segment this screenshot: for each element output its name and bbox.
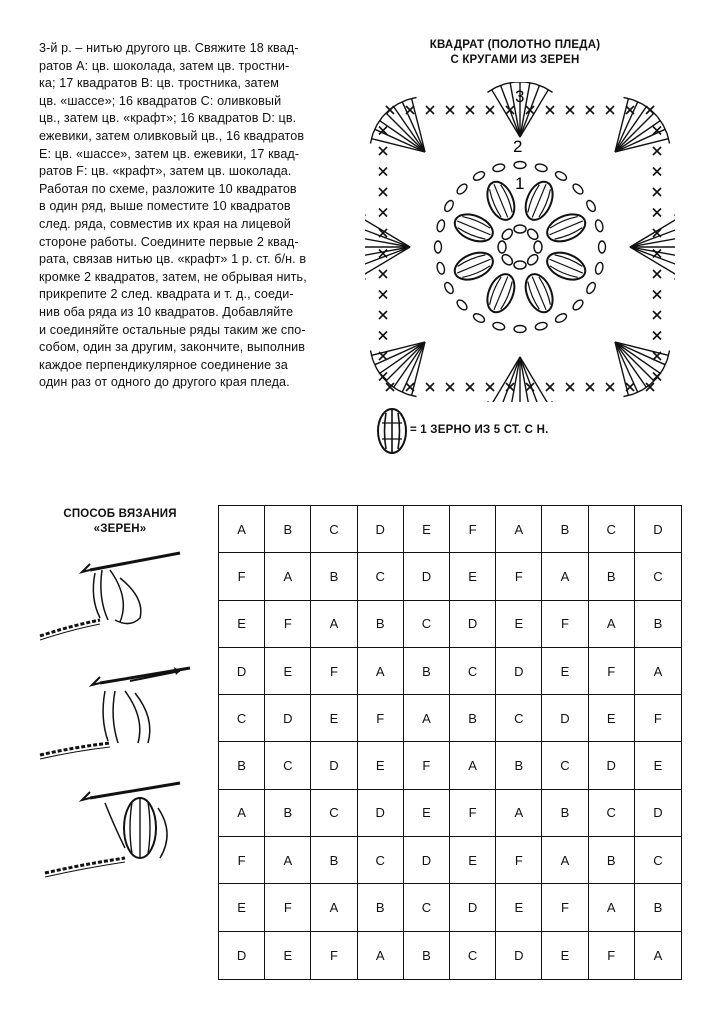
chain-stitch <box>554 170 568 182</box>
grid-cell: B <box>358 601 404 648</box>
instructions-line: собом, один за другим, закончите, выполнив <box>39 340 306 355</box>
grid-cell: E <box>219 601 265 648</box>
crochet-square-diagram <box>365 82 675 402</box>
instructions-line: ка; 17 квадратов В: цв. тростника, затем <box>39 76 279 91</box>
instructions-line: 3-й р. – нитью другого цв. Свяжите 18 квад- <box>39 41 299 55</box>
single-crochet-mark <box>486 106 494 114</box>
double-crochet-stitch <box>615 113 654 152</box>
grid-cell: B <box>450 695 496 742</box>
single-crochet-mark <box>446 383 454 391</box>
method-title <box>40 507 200 537</box>
chain-stitch <box>472 170 486 182</box>
double-crochet-stitch <box>386 113 425 152</box>
chain-stitch <box>443 199 455 213</box>
stitch-top <box>487 87 496 92</box>
instructions-line: нив оба ряда из 10 квадратов. Добавляйте <box>39 304 294 319</box>
grid-cell: F <box>311 932 357 979</box>
blanket-layout-grid <box>218 505 682 980</box>
single-crochet-mark <box>566 106 574 114</box>
instructions-line: стороне работы. Соедините первые 2 квад- <box>39 234 299 249</box>
grid-cell: A <box>542 837 588 884</box>
instructions-line: один раз от одного до другого края пледа. <box>39 375 290 390</box>
double-crochet-stitch <box>630 228 675 247</box>
grid-cell: B <box>542 790 588 837</box>
grid-cell: C <box>542 742 588 789</box>
chain-stitch <box>514 261 526 269</box>
row-label-1: 1 <box>515 174 525 193</box>
grid-cell: C <box>358 553 404 600</box>
chain-stitch <box>498 241 506 253</box>
grid-cell: C <box>219 695 265 742</box>
grid-cell: B <box>635 601 681 648</box>
grid-cell: F <box>542 884 588 931</box>
single-crochet-mark <box>586 106 594 114</box>
chain-stitch <box>492 321 505 331</box>
grid-cell: F <box>311 648 357 695</box>
grid-cell: F <box>404 742 450 789</box>
single-crochet-mark <box>653 209 661 217</box>
chain-stitch <box>535 163 548 173</box>
bobble-method-illustrations <box>30 548 210 888</box>
instructions-line: в один ряд, выше поместите 10 квадратов <box>39 199 291 214</box>
single-crochet-mark <box>566 383 574 391</box>
bobble-stitch-lines <box>454 252 493 280</box>
grid-cell: F <box>265 601 311 648</box>
grid-cell: E <box>450 837 496 884</box>
grid-cell: B <box>358 884 404 931</box>
single-crochet-mark <box>466 383 474 391</box>
grid-cell: B <box>589 837 635 884</box>
grid-cell: E <box>404 790 450 837</box>
instructions-line: и соединяйте остальные ряды таким же спо- <box>39 322 306 337</box>
grid-cell: E <box>265 932 311 979</box>
chain-stitch <box>500 227 514 241</box>
chain-stitch <box>455 182 468 195</box>
grid-cell: A <box>450 742 496 789</box>
grid-cell: A <box>542 553 588 600</box>
chain-stitch <box>526 227 540 241</box>
grid-cell: A <box>635 648 681 695</box>
chain-stitch <box>571 298 584 311</box>
grid-cell: A <box>265 837 311 884</box>
grid-cell: F <box>496 553 542 600</box>
bobble-stitch-lines <box>547 214 586 242</box>
grid-cell: E <box>496 601 542 648</box>
chain-stitch <box>534 241 542 253</box>
chain-stitch <box>514 326 526 333</box>
grid-cell: C <box>496 695 542 742</box>
single-crochet-mark <box>606 106 614 114</box>
grid-cell: F <box>219 553 265 600</box>
grid-cell: C <box>404 601 450 648</box>
single-crochet-mark <box>653 291 661 299</box>
bobble-stitch-lines <box>487 274 515 313</box>
chain-stitch <box>594 262 604 275</box>
grid-cell: F <box>589 932 635 979</box>
grid-cell: D <box>358 506 404 553</box>
grid-cell: C <box>311 506 357 553</box>
single-crochet-mark <box>379 311 387 319</box>
row-label-2: 2 <box>513 137 523 156</box>
grid-cell: F <box>358 695 404 742</box>
grid-cell: B <box>311 837 357 884</box>
chart-title-line-2: С КРУГАМИ ИЗ ЗЕРЕН <box>450 54 580 66</box>
grid-cell: C <box>358 837 404 884</box>
grid-cell: A <box>265 553 311 600</box>
double-crochet-stitch <box>501 357 520 402</box>
single-crochet-mark <box>646 106 654 114</box>
chain-stitch <box>443 281 455 295</box>
grid-cell: B <box>496 742 542 789</box>
instructions-line: рата, связав нитью цв. «крафт» 1 р. ст. б/н. в <box>39 252 307 267</box>
grid-cell: B <box>404 648 450 695</box>
grid-cell: D <box>635 790 681 837</box>
single-crochet-mark <box>486 383 494 391</box>
chain-stitch <box>554 312 568 324</box>
instructions-line: Е: цв. «шассе», затем цв. ежевики, 17 квад- <box>39 146 300 161</box>
grid-cell: A <box>589 601 635 648</box>
grid-cell: E <box>635 742 681 789</box>
grid-cell: C <box>404 884 450 931</box>
chain-stitch <box>594 219 604 232</box>
grid-cell: C <box>265 742 311 789</box>
instructions-line: ежевики, затем оливковый цв., 16 квадратов <box>39 128 305 143</box>
single-crochet-mark <box>653 168 661 176</box>
chain-stitch <box>585 199 597 213</box>
grid-cell: A <box>311 601 357 648</box>
grid-cell: C <box>311 790 357 837</box>
grid-cell: D <box>404 553 450 600</box>
single-crochet-mark <box>626 383 634 391</box>
bobble-stitch-lines <box>454 214 493 242</box>
grid-cell: D <box>311 742 357 789</box>
step-3-illustration <box>45 783 180 877</box>
single-crochet-mark <box>526 106 534 114</box>
single-crochet-mark <box>426 106 434 114</box>
single-crochet-mark <box>653 332 661 340</box>
diagram-stitches <box>365 82 675 402</box>
stitch-top <box>657 117 663 125</box>
double-crochet-stitch <box>365 228 410 247</box>
grid-cell: F <box>265 884 311 931</box>
grid-cell: B <box>404 932 450 979</box>
instructions-line: Работая по схеме, разложите 10 квадратов <box>39 181 297 196</box>
method-title-line-2: «ЗЕРЕН» <box>93 523 147 535</box>
grid-cell: B <box>311 553 357 600</box>
grid-cell: B <box>589 553 635 600</box>
bobble-stitch-lines <box>525 274 553 313</box>
grid-cell: E <box>311 695 357 742</box>
stitch-top <box>525 82 535 84</box>
chart-title-line-1: КВАДРАТ (ПОЛОТНО ПЛЕДА) <box>429 39 601 51</box>
instructions-text <box>39 40 339 392</box>
grid-cell: A <box>358 648 404 695</box>
single-crochet-mark <box>379 209 387 217</box>
single-crochet-mark <box>653 311 661 319</box>
grid-cell: B <box>265 790 311 837</box>
chain-stitch <box>514 162 526 169</box>
chain-stitch <box>455 298 468 311</box>
grid-cell: B <box>635 884 681 931</box>
bobble-stitch-lines <box>547 252 586 280</box>
grid-cell: C <box>635 553 681 600</box>
grid-cell: D <box>450 884 496 931</box>
stitch-top <box>505 82 515 84</box>
single-crochet-mark <box>379 291 387 299</box>
grid-cell: E <box>542 648 588 695</box>
chain-stitch <box>526 253 540 267</box>
step-2-illustration <box>40 667 190 759</box>
grid-cell: C <box>450 932 496 979</box>
grid-cell: C <box>589 506 635 553</box>
double-crochet-stitch <box>386 342 425 381</box>
bobble-stitch-lines <box>487 181 515 220</box>
single-crochet-mark <box>546 383 554 391</box>
legend-text: = 1 ЗЕРНО ИЗ 5 СТ. С Н. <box>410 424 549 436</box>
grid-cell: B <box>265 506 311 553</box>
step-1-illustration <box>40 553 180 640</box>
grid-cell: D <box>219 932 265 979</box>
grid-cell: A <box>219 790 265 837</box>
grid-cell: A <box>496 790 542 837</box>
single-crochet-mark <box>653 373 661 381</box>
grid-cell: C <box>635 837 681 884</box>
double-crochet-stitch <box>630 247 675 266</box>
grid-cell: E <box>404 506 450 553</box>
single-crochet-mark <box>406 383 414 391</box>
double-crochet-stitch <box>365 247 410 266</box>
single-crochet-mark <box>379 373 387 381</box>
grid-cell: A <box>653 947 663 963</box>
grid-cell: A <box>311 884 357 931</box>
grid-cell: E <box>542 932 588 979</box>
chain-stitch <box>436 262 446 275</box>
single-crochet-mark <box>406 106 414 114</box>
single-crochet-mark <box>653 147 661 155</box>
method-title-line-1: СПОСОБ ВЯЗАНИЯ <box>63 508 177 520</box>
instructions-line: след. ряда, совместив их края на лицевой <box>39 216 291 231</box>
grid-cell: E <box>496 884 542 931</box>
chain-stitch <box>599 241 606 253</box>
grid-cell: A <box>404 695 450 742</box>
single-crochet-mark <box>379 332 387 340</box>
grid-cell: D <box>496 648 542 695</box>
instructions-line: прикрепите 2 след. квадрата и т. д., соеди- <box>39 287 294 302</box>
single-crochet-mark <box>653 250 661 258</box>
grid-cell: D <box>589 742 635 789</box>
chain-stitch <box>435 241 442 253</box>
grid-cell: F <box>589 648 635 695</box>
chain-stitch <box>585 281 597 295</box>
chain-stitch <box>492 163 505 173</box>
grid-cell: F <box>450 506 496 553</box>
chain-stitch <box>500 253 514 267</box>
single-crochet-mark <box>379 250 387 258</box>
grid-cell: D <box>404 837 450 884</box>
single-crochet-mark <box>506 106 514 114</box>
grid-cell: A <box>358 932 404 979</box>
single-crochet-mark <box>586 383 594 391</box>
single-crochet-mark <box>379 168 387 176</box>
grid-cell: D <box>265 695 311 742</box>
grid-cell: A <box>589 884 635 931</box>
instructions-line: цв., затем цв. «крафт»; 16 квадратов D: цв. <box>39 111 297 126</box>
row-label-3: 3 <box>515 87 525 106</box>
single-crochet-mark <box>626 106 634 114</box>
instructions-line: цв. «шассе»; 16 квадратов С: оливковый <box>39 93 282 108</box>
grid-cell: F <box>542 601 588 648</box>
single-crochet-mark <box>446 106 454 114</box>
chain-stitch <box>472 312 486 324</box>
grid-cell: B <box>219 742 265 789</box>
single-crochet-mark <box>466 106 474 114</box>
grid-cell: A <box>219 506 265 553</box>
double-crochet-stitch <box>520 357 539 402</box>
instructions-line: ратов А: цв. шоколада, затем цв. тростни- <box>39 58 290 73</box>
chain-stitch <box>436 219 446 232</box>
stitch-top <box>377 117 383 125</box>
single-crochet-mark <box>386 106 394 114</box>
instructions-line: кромке 2 квадратов, затем, не обрывая нить, <box>39 269 307 284</box>
bobble-stitch-lines <box>525 181 553 220</box>
grid-cell: F <box>450 790 496 837</box>
grid-cell: C <box>450 648 496 695</box>
bobble-stitch-icon <box>378 409 406 453</box>
grid-cell: E <box>265 648 311 695</box>
grid-cell: D <box>219 648 265 695</box>
double-crochet-stitch <box>615 342 654 381</box>
grid-cell: D <box>542 695 588 742</box>
instructions-line: каждое перпендикулярное соединение за <box>39 357 288 372</box>
grid-cell: C <box>589 790 635 837</box>
grid-cell: E <box>219 884 265 931</box>
grid-cell: E <box>589 695 635 742</box>
single-crochet-mark <box>379 147 387 155</box>
single-crochet-mark <box>379 188 387 196</box>
grid-cell: D <box>450 601 496 648</box>
grid-cell: F <box>635 695 681 742</box>
grid-cell: D <box>496 932 542 979</box>
single-crochet-mark <box>653 270 661 278</box>
grid-cell: E <box>358 742 404 789</box>
single-crochet-mark <box>426 383 434 391</box>
single-crochet-mark <box>379 270 387 278</box>
single-crochet-mark <box>653 188 661 196</box>
single-crochet-mark <box>546 106 554 114</box>
chart-title <box>400 38 630 68</box>
instructions-line: ратов F: цв. «крафт», затем цв. шоколада. <box>39 164 292 179</box>
chain-stitch <box>571 182 584 195</box>
chain-stitch <box>514 225 526 233</box>
grid-cell: A <box>496 506 542 553</box>
stitch-top <box>544 87 553 92</box>
chain-stitch <box>535 321 548 331</box>
grid-cell: F <box>496 837 542 884</box>
single-crochet-mark <box>606 383 614 391</box>
grid-cell: D <box>635 506 681 553</box>
grid-cell: E <box>450 553 496 600</box>
grid-cell: F <box>219 837 265 884</box>
grid-cell: D <box>358 790 404 837</box>
grid-cell: B <box>542 506 588 553</box>
